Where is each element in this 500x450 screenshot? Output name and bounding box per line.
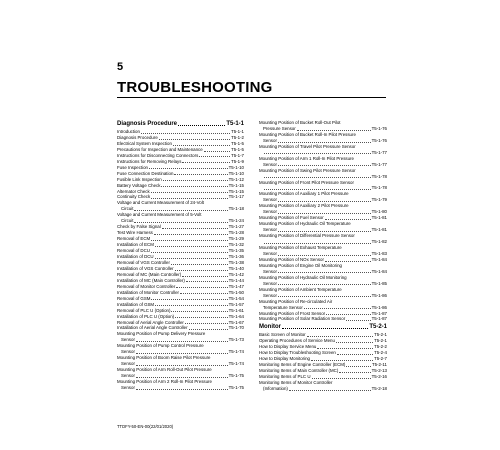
toc-entry-page: T5-1-47 <box>228 283 244 289</box>
toc-entry-page: T5-1-83 <box>371 250 387 256</box>
toc-entry-title-cont: Pressure Sensor <box>263 125 296 131</box>
toc-entry-page: T5-1-10 <box>228 170 244 176</box>
toc-entry-title-cont: Temperature Sensor <box>263 304 303 310</box>
toc-entry-title: Installation of DCU <box>117 254 154 260</box>
toc-entry-page: T5-1-1 <box>231 129 244 134</box>
toc-section-heading[interactable]: Monitor T5-2-1 <box>259 324 387 331</box>
toc-entry-page: T5-1-77 <box>371 149 387 155</box>
toc-entry-title: Mounting Position of Differential Pressure Sensor <box>259 233 355 239</box>
toc-entry-page: T5-1-38 <box>228 259 244 265</box>
toc-entry-title: Diagnosis Procedure <box>117 134 158 140</box>
toc-entry-page: T5-1-2 <box>231 134 244 140</box>
toc-entry-page: T5-1-42 <box>228 271 244 277</box>
toc-entry-title: Mounting Position of Re-circulated Air <box>259 298 333 304</box>
toc-entry-page: T5-1-73 <box>228 337 244 343</box>
toc-entry-title: Mounting Position of NOx Sensor <box>259 256 324 262</box>
toc-entry[interactable] <box>259 120 387 132</box>
toc-entry-title: Mounting Position of Boom Raise Pilot Pressure <box>117 355 211 361</box>
toc-entry-title: Removal of Monitor Controller <box>117 283 176 289</box>
toc-entry-page: T5-1-18 <box>228 206 244 212</box>
toc-entry-page: T5-1-80 <box>371 209 387 215</box>
toc-entry-title: Instructions for Disconnecting Connectors <box>117 152 199 158</box>
toc-entry-page: T5-1-76 <box>371 125 387 131</box>
toc-entry-page: T5-1-81 <box>371 215 387 221</box>
toc-entry[interactable] <box>259 203 387 215</box>
toc-entry[interactable] <box>117 331 244 343</box>
toc-entry[interactable] <box>117 355 244 367</box>
toc-entry-page: T5-1-57 <box>228 301 244 307</box>
toc-entry[interactable] <box>117 200 244 212</box>
toc-entry[interactable] <box>259 380 387 392</box>
toc-entry-title-cont: Sensor <box>121 337 135 343</box>
toc-entry[interactable] <box>117 212 244 224</box>
toc-entry[interactable] <box>259 287 387 299</box>
toc-entry-title: Installation of VGS Controller <box>117 265 174 271</box>
toc-entry-page: T5-2-1 <box>374 338 387 344</box>
toc-entry-title: Mounting Position of Hydraulic Oil Monitoring <box>259 274 347 280</box>
toc-entry-page: T5-1-78 <box>371 173 387 179</box>
toc-entry-title: Installation of Monitor Controller <box>117 289 179 295</box>
toc-entry-page: T5-1-84 <box>371 256 387 262</box>
toc-entry-title: Removal of GSM <box>117 295 151 301</box>
toc-entry[interactable] <box>117 343 244 355</box>
toc-entry-title: Mounting Position of Arm 1 Roll-In Pilot Pressure <box>259 155 354 161</box>
toc-entry-page: T5-1-78 <box>371 185 387 191</box>
toc-entry-page: T5-1-75 <box>228 384 244 390</box>
toc-entry-page: T5-1-74 <box>228 349 244 355</box>
toc-entry-page: T5-1-32 <box>228 242 244 248</box>
toc-entry-page: T5-1-29 <box>228 236 244 242</box>
toc-entry[interactable] <box>259 316 387 322</box>
toc-entry-page: T5-1-61 <box>228 307 244 313</box>
toc-entry-title: Basic Screen of Monitor <box>259 332 306 338</box>
toc-entry-title: Installation of GSM <box>117 301 155 307</box>
toc-entry[interactable] <box>259 275 387 287</box>
toc-entry[interactable] <box>259 263 387 275</box>
toc-entry-title: Mounting Position of Engine Oil Monitoring <box>259 262 342 268</box>
toc-entry-title-cont: Sensor <box>121 384 135 390</box>
toc-entry-page: T5-1-15 <box>228 188 244 194</box>
toc-entry-title: Removal of DCU <box>117 248 150 254</box>
toc-entry[interactable] <box>259 144 387 156</box>
toc-entry-title: Voltage and Current Measurement of 5-Volt <box>117 212 202 218</box>
toc-entry-title: Installation of MC (Main Controller) <box>117 277 185 283</box>
toc-entry-title-cont: Sensor <box>263 137 277 143</box>
toc-entry-page: T5-1-86 <box>371 304 387 310</box>
toc-entry-title: Mounting Position of Bucket Roll-In Pilot Pressure <box>259 131 356 137</box>
toc-entry-title: Voltage and Current Measurement of 24-Volt <box>117 200 204 206</box>
toc-entry-title: Mounting Position of Bucket Roll-Out Pilot <box>259 120 341 125</box>
toc-entry-title-cont: Circuit <box>121 206 134 212</box>
toc-entry-title-cont: Sensor <box>263 161 277 167</box>
toc-entry-page: T5-1-54 <box>228 295 244 301</box>
chapter-title: TROUBLESHOOTING <box>117 79 273 96</box>
toc-entry-title: Mounting Position of Exhaust Temperature <box>259 245 342 251</box>
toc-entry-title: Fusible Link Inspection <box>117 176 162 182</box>
toc-entry-page: T5-1-50 <box>228 289 244 295</box>
toc-entry-page: T5-1-82 <box>371 239 387 245</box>
toc-entry-title: Mounting Position of Frost Sensor <box>259 310 326 316</box>
toc-entry-page: T5-2-18 <box>371 385 387 391</box>
toc-entry-title: Introduction <box>117 129 140 134</box>
toc-entry-title-cont: Sensor <box>263 250 277 256</box>
toc-entry-title: Installation of ECM <box>117 242 154 248</box>
toc-entry-title: Mounting Position of Arm Roll-Out Pilot Pressure <box>117 367 212 373</box>
toc-entry-page: T5-2-1 <box>374 332 387 338</box>
page-footer-code: TTDFY-50-EN-00(22/01/2020) <box>117 424 174 429</box>
toc-entry-title: Mounting Position of Solar Radiation Sensor <box>259 316 346 322</box>
toc-entry-title: Mounting Position of Pump Delivery Pressure <box>117 331 206 337</box>
toc-entry-page: T5-1-77 <box>371 161 387 167</box>
toc-entry-title: Monitoring Items of PLC U <box>259 374 311 380</box>
toc-entry-title: Mounting Position of Front Pilot Pressure Sensor <box>259 179 354 185</box>
toc-entry-title: Mounting Position of Travel Pilot Pressure Sensor <box>259 143 356 149</box>
toc-entry-page: T5-1-84 <box>371 268 387 274</box>
toc-entry-title: Monitoring Items of Engine Controller (ECM) <box>259 362 346 368</box>
toc-entry-page: T5-1-12 <box>228 176 244 182</box>
toc-entry-page: T5-1-70 <box>228 325 244 331</box>
toc-entry-page: T5-1-44 <box>228 277 244 283</box>
toc-entry-title: Mounting Position of Fuel Sensor <box>259 215 324 221</box>
toc-entry[interactable] <box>259 168 387 180</box>
toc-entry-title: Instructions for Removing Relays <box>117 158 182 164</box>
toc-entry-title: Continuity Check <box>117 194 151 200</box>
toc-entry-page: T5-1-67 <box>228 319 244 325</box>
toc-entry-page: T5-2-4 <box>374 350 387 356</box>
toc-entry-page: T5-1-7 <box>231 152 244 158</box>
toc-entry-title-cont: Sensor <box>263 197 277 203</box>
toc-entry-title-cont: Sensor <box>263 292 277 298</box>
toc-entry-title: Installation of PLC U (Option) <box>117 313 175 319</box>
toc-entry-title: Fuse Connection Destination <box>117 170 174 176</box>
toc-entry-title: Monitoring Items of Monitor Controller <box>259 380 333 386</box>
toc-entry-title: Mounting Position of Ambient Temperature <box>259 286 342 292</box>
toc-section-heading[interactable]: Diagnosis Procedure T5-1-1 <box>117 121 244 127</box>
toc-entry-title: Precautions for Inspection and Maintenance <box>117 146 203 152</box>
toc-entry-page: T5-2-7 <box>374 356 387 362</box>
toc-entry-title: How to Display Troubleshooting Screen <box>259 350 336 356</box>
toc-entry-title: Mounting Position of Hydraulic Oil Temperature <box>259 221 351 227</box>
toc-entry-page: T5-2-11 <box>371 362 387 368</box>
toc-entry-title: Removal of MC (Main Controller) <box>117 271 182 277</box>
toc-right-column <box>259 120 387 392</box>
toc-entry-title-cont: Sensor <box>121 349 135 355</box>
toc-entry[interactable] <box>259 299 387 311</box>
toc-entry-title-cont: Sensor <box>263 209 277 215</box>
toc-entry-page: T5-1-9 <box>231 158 244 164</box>
toc-entry-page: T5-1-86 <box>371 292 387 298</box>
toc-entry-title-cont: Circuit <box>121 218 134 224</box>
toc-entry-page: T5-1-5 <box>231 140 244 146</box>
toc-entry[interactable] <box>259 156 387 168</box>
toc-entry-page: T5-2-16 <box>371 374 387 380</box>
toc-entry-page: T5-2-13 <box>371 368 387 374</box>
toc-entry-page: T5-1-74 <box>228 361 244 367</box>
toc-entry-page: T5-1-75 <box>228 373 244 379</box>
toc-entry-page: T5-1-28 <box>228 230 244 236</box>
toc-entry[interactable] <box>259 221 387 233</box>
toc-entry-title: Alternator Check <box>117 188 150 194</box>
toc-entry-title-cont: Sensor <box>121 373 135 379</box>
toc-entry-page: T5-2-2 <box>374 344 387 350</box>
toc-entry-title-cont: Sensor <box>121 361 135 367</box>
toc-entry-title: Installation of Aerial Angle Controller <box>117 325 188 331</box>
toc-entry-title: Mounting Position of Auxiliary 2 Pilot Pressure <box>259 203 349 209</box>
toc-entry-title: Mounting Position of Arm 2 Roll-In Pilot Pressure <box>117 379 212 385</box>
toc-entry-page: T5-1-36 <box>228 254 244 260</box>
toc-entry-page: T5-1-87 <box>371 310 387 316</box>
toc-entry-page: T5-1-35 <box>228 248 244 254</box>
toc-entry-page: T5-1-81 <box>371 227 387 233</box>
toc-entry[interactable] <box>259 180 387 192</box>
toc-entry-title: Removal of PLC U (Option) <box>117 307 171 313</box>
toc-entry[interactable] <box>117 367 244 379</box>
toc-entry-title-cont: Sensor <box>263 227 277 233</box>
toc-entry-title: Electrical System Inspection <box>117 140 172 146</box>
toc-entry-title: Removal of Aerial Angle Controller <box>117 319 184 325</box>
toc-entry-page: T5-1-76 <box>371 137 387 143</box>
toc-entry-title: Test Wire Harness <box>117 230 153 236</box>
toc-entry-title: Monitoring Items of Main Controller (MC) <box>259 368 339 374</box>
toc-entry[interactable] <box>259 132 387 144</box>
chapter-number: 5 <box>117 61 124 73</box>
toc-entry-title: Removal of ECM <box>117 236 151 242</box>
toc-entry[interactable] <box>259 233 387 245</box>
toc-entry-page: T5-1-40 <box>228 265 244 271</box>
toc-left-column <box>117 120 244 391</box>
toc-entry[interactable] <box>117 379 244 391</box>
toc-entry-title-cont: Sensor <box>263 268 277 274</box>
toc-entry[interactable] <box>259 245 387 257</box>
toc-entry-page: T5-1-5 <box>231 146 244 152</box>
toc-entry-title: Removal of VGS Controller <box>117 259 170 265</box>
toc-entry-page: T5-1-79 <box>371 197 387 203</box>
toc-entry-title-cont: Sensor <box>263 280 277 286</box>
toc-entry[interactable] <box>259 191 387 203</box>
toc-entry-title: Check by False Signal <box>117 224 161 230</box>
toc-entry-page: T5-1-15 <box>228 182 244 188</box>
toc-entry-title: How to Display Monitoring <box>259 356 311 362</box>
toc-entry-title: Mounting Position of Pump Control Pressure <box>117 343 204 349</box>
toc-entry-page: T5-1-27 <box>228 224 244 230</box>
toc-entry-title: Battery Voltage Check <box>117 182 161 188</box>
toc-entry-page: T5-1-87 <box>371 316 387 322</box>
toc-entry-page: T5-1-10 <box>228 164 244 170</box>
toc-entry-title: Fuse Inspection <box>117 164 148 170</box>
title-divider <box>117 97 386 98</box>
toc-entry-page: T5-1-24 <box>228 218 244 224</box>
toc-entry-title: Operating Procedures of Service Menu <box>259 338 335 344</box>
toc-entry-title: Mounting Position of Swing Pilot Pressure Sensor <box>259 167 356 173</box>
toc-entry-title-cont: (Information) <box>263 385 288 391</box>
toc-entry-title: How to Display Service Menu <box>259 344 317 350</box>
toc-entry-page: T5-1-85 <box>371 280 387 286</box>
toc-entry-page: T5-1-64 <box>228 313 244 319</box>
toc-entry-page: T5-1-17 <box>228 194 244 200</box>
toc-entry-title: Mounting Position of Auxiliary 1 Pilot Pressure <box>259 191 349 197</box>
